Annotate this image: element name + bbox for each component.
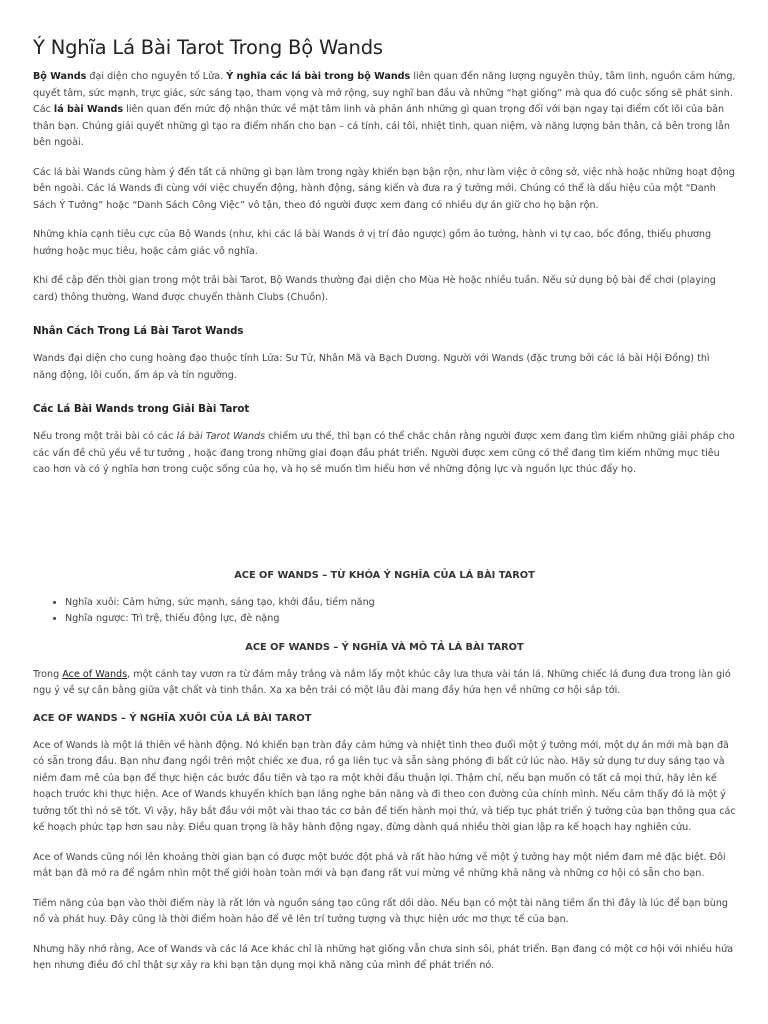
text-span: , một cánh tay vươn ra từ đám mây trắng và nắm lấy một khúc cây lưa thưa vài tán lá. Những chiếc lá đung đưa trong làn gió ngụ ý về sự cân bằng giữa vật chất và tinh thần. Xa xa bên trái có một lâu đài mang đầy hứa hẹn về những cơ hội sắp tới. — [33, 668, 731, 696]
intro-paragraph-1 — [33, 69, 736, 152]
bold-term: Bộ Wands — [33, 71, 87, 82]
list-item: • Nghĩa ngược: Trì trệ, thiếu động lực, đè nặng — [65, 611, 736, 628]
ace-upright-paragraph-4: Nhưng hãy nhớ rằng, Ace of Wands và các lá Ace khác chỉ là những hạt giống vẫn chưa sinh sôi, phát triển. Bạn đang có một cơ hội với nhiều hứa hẹn nhưng điều đó chỉ thật sự xảy ra khi bạn tận dụng mọi khả năng của mình để phát triển nó. — [33, 943, 734, 971]
text-span: đại diện cho nguyên tố Lửa. — [86, 71, 227, 82]
text-span: liên quan đến năng lượng nguyên thủy, tâm linh, nguồn cảm hứng, quyết tâm, sức mạnh, trực giác, sức sáng tạo, tham vọng và mở rộng, suy nghĩ ban đầu và những “hạt giống” mà qua đó cuộc sống sẽ phát sinh. Các — [33, 71, 736, 115]
intro-paragraph-2: Các lá bài Wands cũng hàm ý đến tất cả những gì bạn làm trong ngày khiến bạn bận rộn, như làm việc ở công sở, việc nhà hoặc những hoạt động bên ngoài. Các lá Wands đi cùng với việc chuyển động, hành động, sáng kiến và đưa ra ý tưởng mới. Chúng có thể là dấu hiệu của một “Danh Sách Ý Tưởng” hoặc “Danh Sách Công Việc” vô tận, theo đó người được xem đang có nhiều dự án giữ cho họ bận rộn. — [33, 166, 735, 211]
text-span: Trong — [33, 668, 63, 680]
ace-keywords-heading: ACE OF WANDS – TỪ KHÓA Ý NGHĨA CỦA LÁ BÀI TAROT — [234, 569, 535, 581]
text-span: liên quan đến mức độ nhận thức về mặt tâm linh và phản ánh những gì quan trọng đối với bạn ngay tại điểm cốt lõi của bản thân bạn. Chúng giải quyết những gì tạo ra điểm nhấn cho bạn – cá tính, cái tôi, nhiệt tình, quan niệm, và năng lượng bản thân, cả bên trong lẫn bên ngoài. — [33, 104, 730, 148]
personality-paragraph: Wands đại diện cho cung hoàng đạo thuộc tính Lửa: Sư Tử, Nhân Mã và Bạch Dương. Người với Wands (đặc trưng bởi các lá bài Hội Đồng) thì năng động, lôi cuốn, ấm áp và tín ngưỡng. — [33, 353, 710, 381]
bold-term: Ý nghĩa các lá bài trong bộ Wands — [226, 71, 411, 82]
ace-upright-heading: ACE OF WANDS – Ý NGHĨA XUÔI CỦA LÁ BÀI TAROT — [33, 712, 312, 724]
text-span: chiếm ưu thế, thì bạn có thể chắc chắn rằng người được xem đang tìm kiếm những giải pháp cho các vấn đề chủ yếu về tư tưởng , hoặc đang trong những giai đoạn đầu phát triển. Người được xem cũng có thể đang tìm kiếm những mục tiêu cao hơn và có ý nghĩa hơn trong cuộc sống của họ, và họ sẽ muốn tìm hiểu hơn về những động lực và nguồn lực thúc đẩy họ. — [33, 431, 735, 475]
ace-meaning-heading: ACE OF WANDS – Ý NGHĨA VÀ MÔ TẢ LÁ BÀI TAROT — [245, 641, 524, 653]
text-span: Nếu trong một trải bài có các — [33, 431, 177, 442]
list-item: • Nghĩa xuôi: Cảm hứng, sức mạnh, sáng tạo, khởi đầu, tiềm năng — [65, 595, 736, 612]
reading-paragraph — [33, 429, 736, 479]
ace-of-wands-link[interactable]: Ace of Wands — [62, 668, 128, 680]
intro-paragraph-4: Khi đề cập đến thời gian trong một trải bài Tarot, Bộ Wands thường đại diện cho Mùa Hè hoặc nhiều tuần. Nếu sử dụng bộ bài để chơi (playing card) thông thường, Wand được chuyển thành Clubs (Chuồn). — [33, 275, 716, 303]
ace-upright-paragraph-1: Ace of Wands là một lá thiên về hành động. Nó khiến bạn tràn đầy cảm hứng và nhiệt tình theo đuổi một ý tưởng mới, một dự án mới mà bạn đã có sẵn trong đầu. Bạn như đang ngồi trên một chiếc xe đua, rồ ga liên tục và sẵn sàng phóng đi bất cứ lúc nào. Hãy sử dụng tư duy sáng tạo và niềm đam mê của bạn để thực hiện các bước đầu tiên và tạo ra một khởi đầu thuận lợi. Thậm chí, nếu bạn muốn có tất cả mọi thứ, hãy lên kế hoạch trước khi thực hiện. Ace of Wands khuyến khích bạn lắng nghe bản năng và đi theo con đường của chính mình. Nếu cảm thấy đó là một ý tưởng tốt thì nó sẽ tốt. Vì vậy, hãy bắt đầu với một vài thao tác cơ bản để tiến hành mọi thứ, và tiếp tục phát triển ý tưởng của bạn thông qua các kế hoạch phức tạp hơn sau này. Điều quan trọng là hãy hành động ngay, đừng dành quá nhiều thời gian lập ra kế hoạch hay nghiên cứu. — [33, 739, 736, 833]
page-title: Ý Nghĩa Lá Bài Tarot Trong Bộ Wands — [33, 36, 383, 59]
emphasis-term: lá bài Tarot Wands — [176, 431, 266, 442]
ace-meaning-paragraph — [33, 667, 736, 700]
ace-keywords-list — [33, 595, 736, 628]
spacer — [33, 492, 736, 570]
reading-heading: Các Lá Bài Wands trong Giải Bài Tarot — [33, 404, 250, 415]
personality-heading: Nhân Cách Trong Lá Bài Tarot Wands — [33, 326, 244, 337]
bold-term: lá bài Wands — [53, 104, 124, 115]
ace-upright-paragraph-3: Tiềm năng của bạn vào thời điểm này là rất lớn và nguồn sáng tạo cũng rất dồi dào. Nếu bạn có một tài năng tiềm ẩn thì đây là lúc để bạn bùng nổ và phát huy. Đây cũng là thời điểm hoàn hảo để vẽ lên trí tưởng tượng và thực hiện ước mơ thực tế của bạn. — [33, 897, 728, 925]
intro-paragraph-3: Những khía cạnh tiêu cực của Bộ Wands (như, khi các lá bài Wands ở vị trí đảo ngược) gồm ảo tưởng, hành vi tự cao, bốc đồng, thiếu phương hướng hoặc mục tiêu, hoặc cảm giác vô nghĩa. — [33, 229, 712, 257]
ace-upright-paragraph-2: Ace of Wands cũng nói lên khoảng thời gian bạn có được một bước đột phá và rất hào hứng về một ý tưởng hay một niềm đam mê đặc biệt. Đôi mắt bạn đã mở ra để ngắm nhìn một thế giới hoàn toàn mới và bạn đang rất vui mừng về những khả năng và những cơ hội có sẵn cho bạn. — [33, 851, 726, 879]
